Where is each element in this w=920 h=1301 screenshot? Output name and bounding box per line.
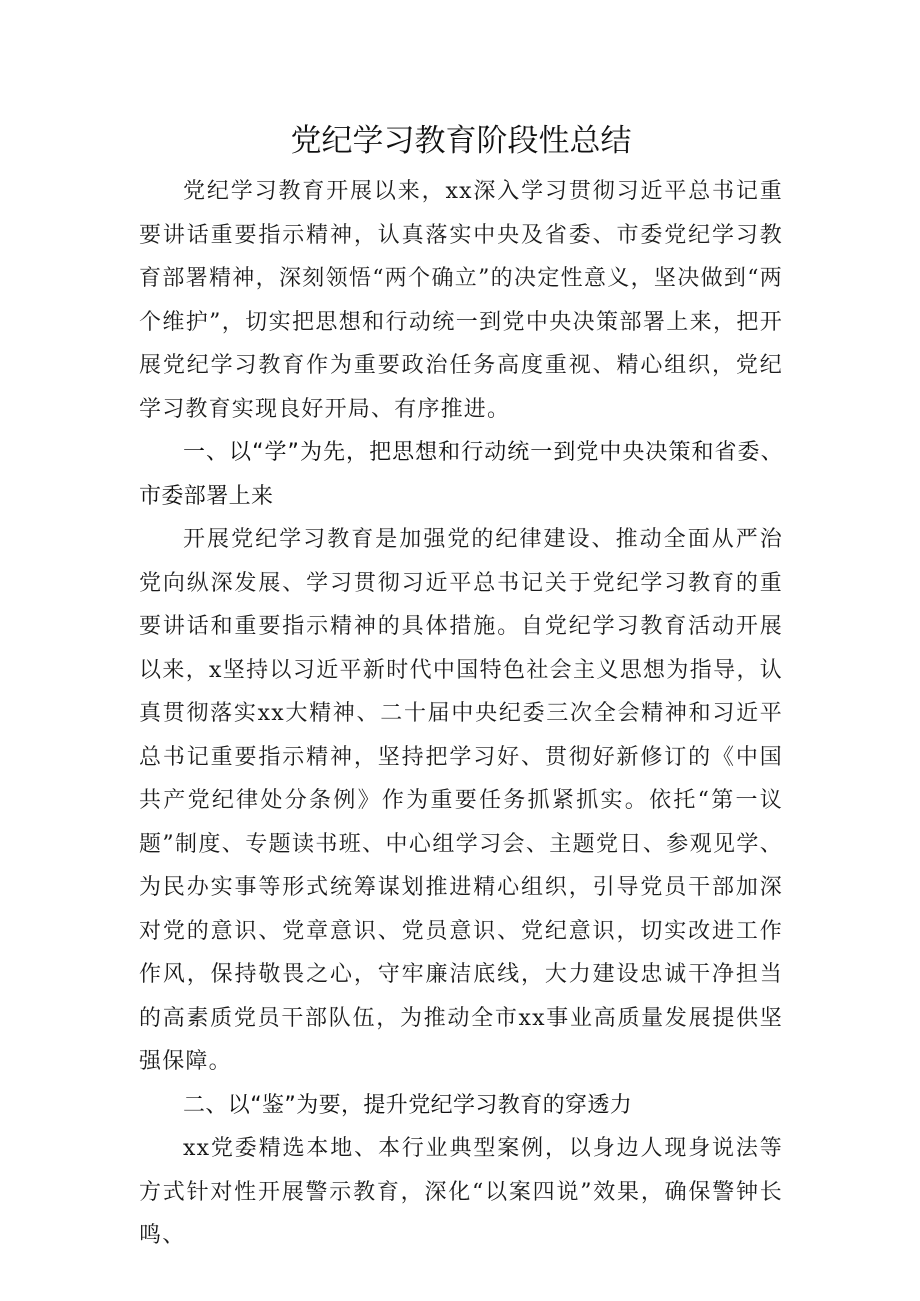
document-body	[139, 112, 783, 1258]
section-heading-1: 一、以“学”为先，把思想和行动统一到党中央决策和省委、市委部署上来	[139, 440, 783, 509]
document-title: 党纪学习教育阶段性总结	[290, 123, 632, 159]
section-1-paragraph: 开展党纪学习教育是加强党的纪律建设、推动全面从严治党向纵深发展、学习贯彻习近平总书记关于党纪学习教育的重要讲话和重要指示精神的具体措施。自党纪学习教育活动开展以来，x坚持以习近平新时代中国特色社会主义思想为指导，认真贯彻落实xx大精神、二十届中央纪委三次全会精神和习近平总书记重要指示精神，坚持把学习好、贯彻好新修订的《中国共产党纪律处分条例》作为重要任务抓紧抓实。依托“第一议题”制度、专题读书班、中心组学习会、主题党日、参观见学、为民办实事等形式统筹谋划推进精心组织，引导党员干部加深对党的意识、党章意识、党员意识、党纪意识，切实改进工作作风，保持敬畏之心，守牢廉洁底线，大力建设忠诚干净担当的高素质党员干部队伍，为推动全市xx事业高质量发展提供坚强保障。	[139, 527, 783, 1074]
section-2-paragraph: xx党委精选本地、本行业典型案例，以身边人现身说法等方式针对性开展警示教育，深化“以案四说”效果，确保警钟长鸣、	[139, 1136, 783, 1248]
section-heading-2: 二、以“鉴”为要，提升党纪学习教育的穿透力	[183, 1092, 633, 1118]
intro-paragraph: 党纪学习教育开展以来，xx深入学习贯彻习近平总书记重要讲话重要指示精神，认真落实中央及省委、市委党纪学习教育部署精神，深刻领悟“两个确立”的决定性意义，坚决做到“两个维护”，切实把思想和行动统一到党中央决策部署上来，把开展党纪学习教育作为重要政治任务高度重视、精心组织，党纪学习教育实现良好开局、有序推进。	[139, 179, 783, 422]
